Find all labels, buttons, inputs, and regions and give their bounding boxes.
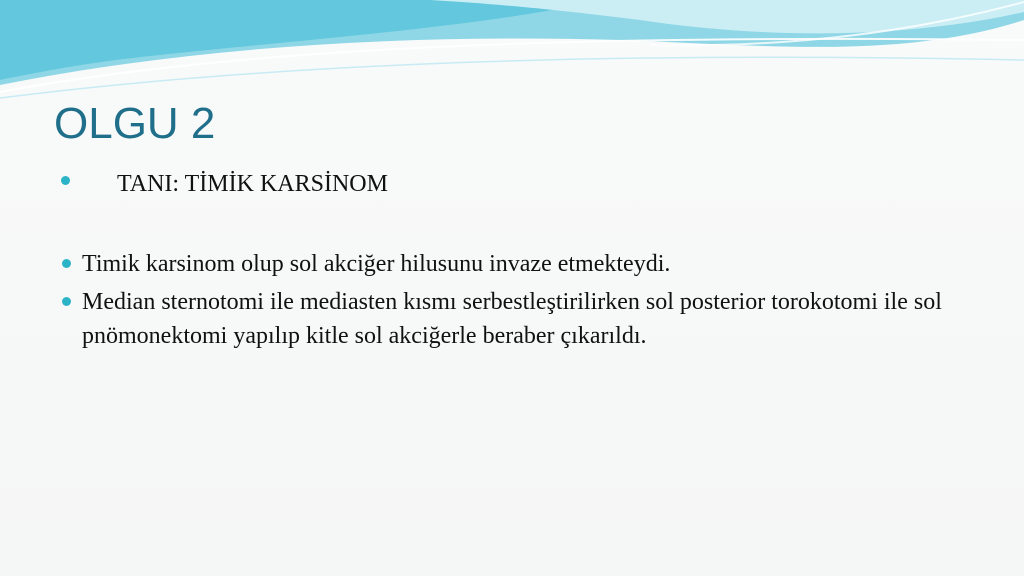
bullet-icon bbox=[62, 297, 71, 306]
slide-title: OLGU 2 bbox=[54, 99, 216, 148]
bullet-icon bbox=[62, 259, 71, 268]
diagnosis-line: TANI: TİMİK KARSİNOM bbox=[117, 171, 388, 197]
bullet-text: Timik karsinom olup sol akciğer hilusunu invaze etmekteydi. bbox=[82, 251, 671, 277]
bullet-text: Median sternotomi ile mediasten kısmı serbestleştirilirken sol posterior torokotomi ile sol pnömonektomi yapılıp kitle sol akciğerle beraber çıkarıldı. bbox=[82, 289, 942, 349]
bullet-icon bbox=[61, 176, 70, 185]
